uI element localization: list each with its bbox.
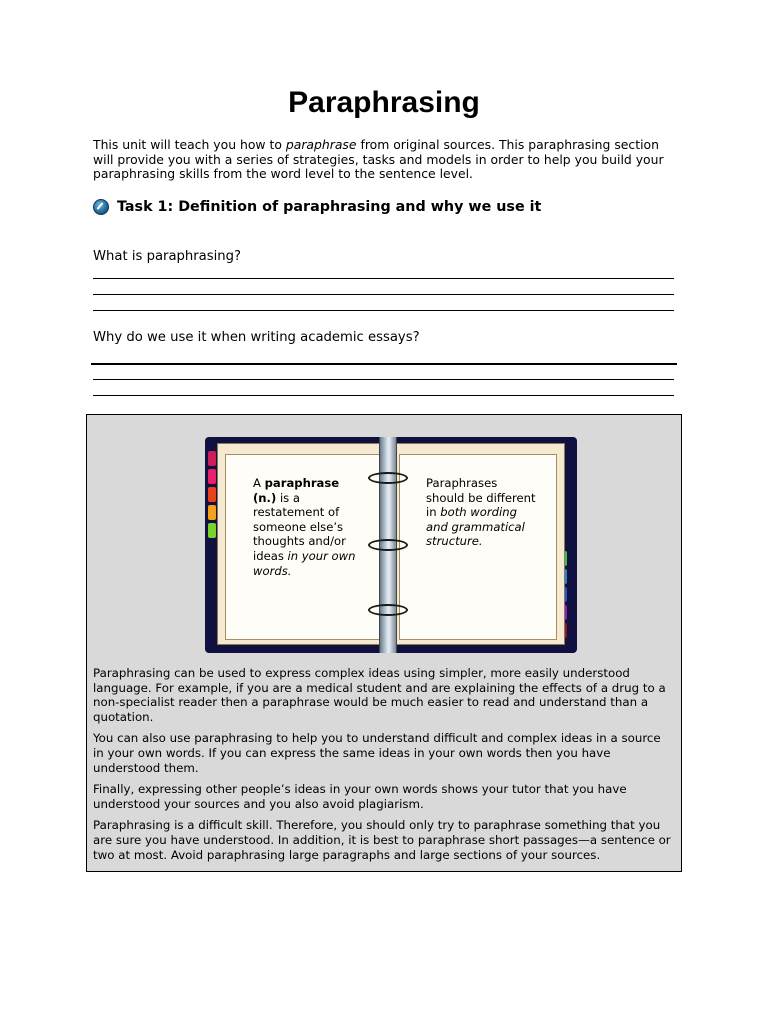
definition-term: paraphrase (n.) [253,476,340,505]
task-label: Task 1: Definition of paraphrasing and why we use it [117,199,542,215]
notebook-illustration [205,437,577,653]
intro-paragraph [93,138,683,182]
paragraph: Finally, expressing other people’s ideas in your own words shows your tutor that you have understood your sources and you also avoid plagiarism. [93,782,627,811]
answer-line[interactable] [91,363,677,365]
answer-line[interactable] [93,395,674,396]
intro-term: paraphrase [285,137,357,152]
info-box [86,414,682,872]
notebook-tab [208,505,216,520]
binder-ring [368,539,408,551]
answer-line[interactable] [93,294,674,295]
notebook-tab [208,487,216,502]
binder-ring [368,604,408,616]
paragraph: Paraphrasing is a difficult skill. Therefore, you should only try to paraphrase something that you are sure you have understood. In addition, it is best to paraphrase short passages—a sentence or two at most. Avoid paraphrasing large paragraphs and large sections of your sources. [93,818,671,862]
intro-text-end: from original sources. This paraphrasing section will provide you with a series of strategies, tasks and models in order to help you build your paraphrasing skills from the word level to the sentence level. [93,137,664,182]
paraphrase-rule-text: Paraphrases should be different in both wording and grammatical structure. [426,476,536,549]
page-title: Paraphrasing [288,86,480,119]
binder-ring [368,472,408,484]
answer-line[interactable] [93,379,674,380]
question-what-is-paraphrasing: What is paraphrasing? [93,249,242,264]
question-why-use-it: Why do we use it when writing academic essays? [93,330,420,345]
paragraph: Paraphrasing can be used to express complex ideas using simpler, more easily understood language. For example, if you are a medical student and are explaining the effects of a drug to a non-specialist reader then a paraphrase would be much easier to read and understand than a quotation. [93,666,666,724]
notebook-right-page [391,443,565,645]
paragraph: You can also use paraphrasing to help you to understand difficult and complex ideas in a source in your own words. If you can express the same ideas in your own words then you have understood them. [93,731,661,775]
notebook-tab [208,523,216,538]
intro-text-start: This unit will teach you how to [93,137,286,152]
definition-text: A paraphrase (n.) is a restatement of someone else’s thoughts and/or ideas in your own words. [253,476,356,578]
answer-line[interactable] [93,310,674,311]
notebook-left-page [217,443,391,645]
compass-icon [93,199,109,215]
answer-line[interactable] [93,278,674,279]
task-heading [93,199,541,215]
notebook-tab [208,451,216,466]
explanation-text [93,666,675,869]
notebook-tab [208,469,216,484]
